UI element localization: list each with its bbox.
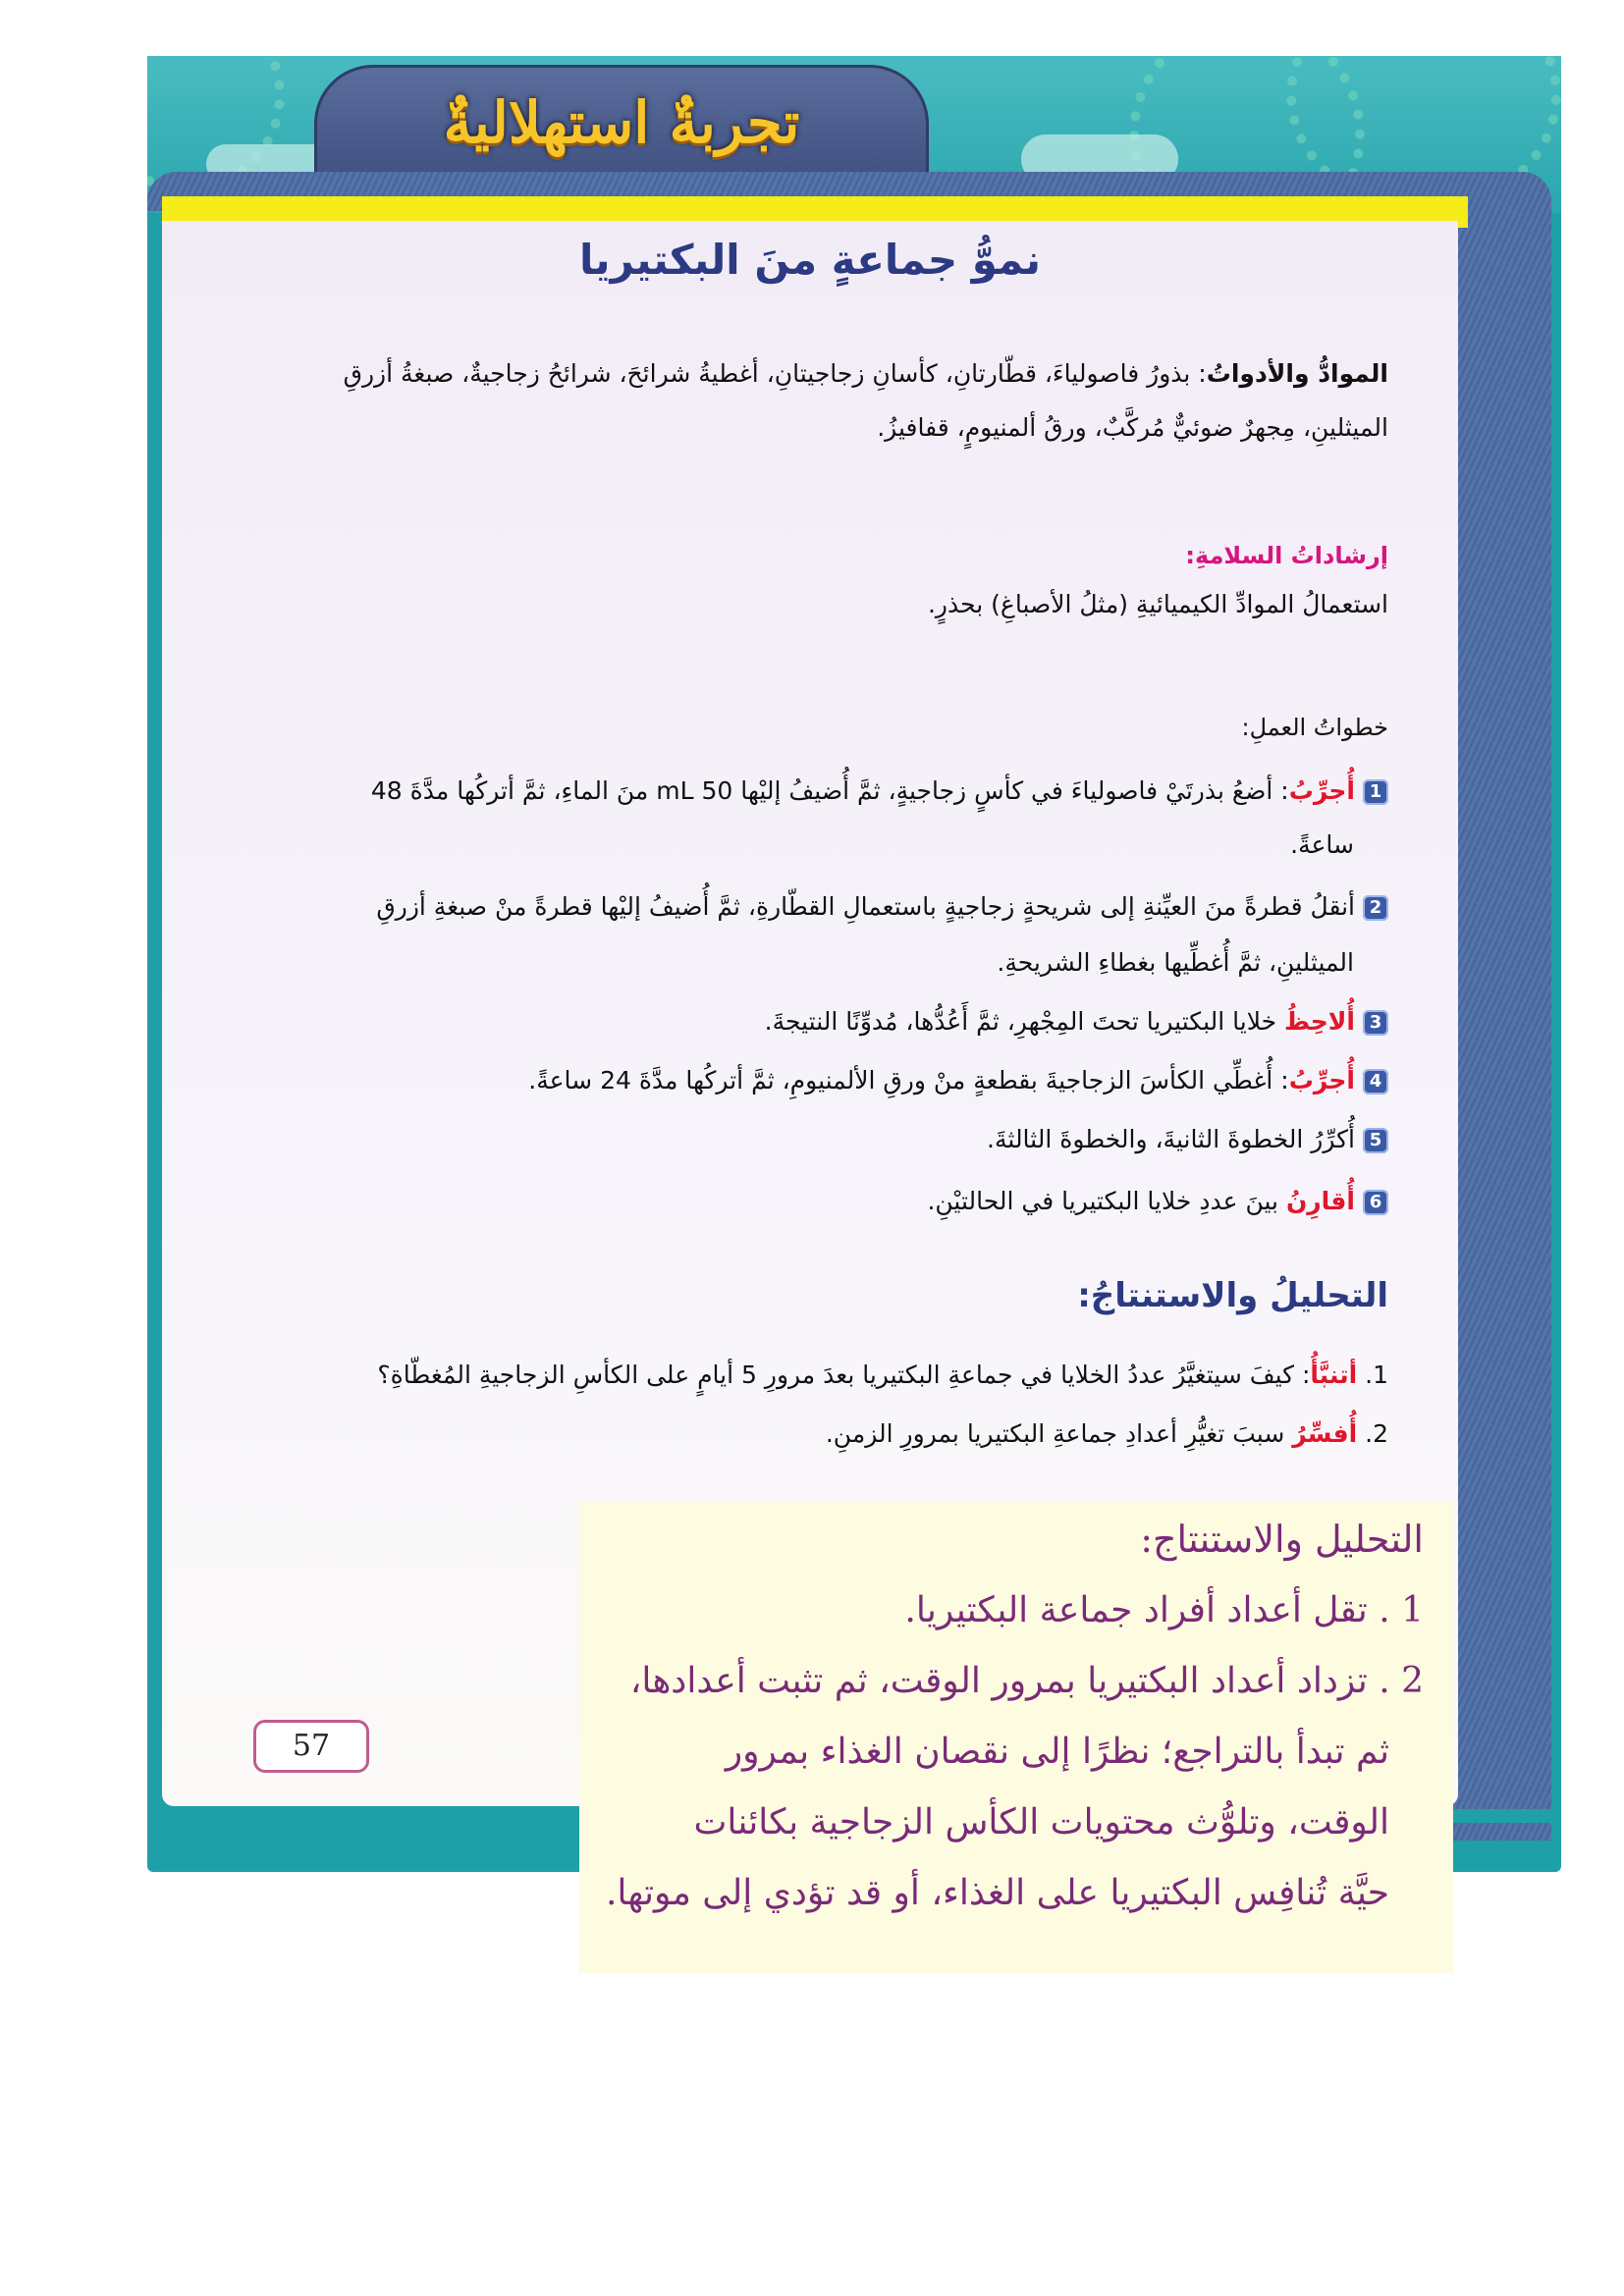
question-text: : كيفَ سيتغيَّرُ عددُ الخلايا في جماعةِ البكتيريا بعدَ مرورِ 5 أيامٍ على الكأسِ الزجاجيةِ المُغطّاةِ؟ [377,1361,1311,1389]
question-text: سببَ تغيُّرِ أعدادِ جماعةِ البكتيريا بمرورِ الزمنِ. [825,1419,1293,1448]
step-1-line-1 [181,766,1388,817]
question-number: 2. [1357,1419,1388,1448]
answer-heading: التحليل والاستنتاج: [1140,1518,1424,1561]
step-2-line-1 [181,881,1388,933]
experiment-tab [314,65,929,186]
step-number-2: 2 [1363,895,1388,921]
question-number: 1. [1357,1361,1388,1389]
materials-line-1 [190,348,1388,400]
step-verb: أُجرِّبُ [1288,1066,1355,1095]
answer-2-line-2: ثم تبدأ بالتراجع؛ نظرًا إلى نقصان الغذاء بمرور [725,1732,1389,1772]
denim-border-side [1453,172,1551,1841]
materials-text: : بذورُ فاصولياءَ، قطّارتانِ، كأسانِ زجاجيتانِ، أغطيةُ شرائحَ، شرائحُ زجاجيةٌ، صبغةُ أزرقِ [343,359,1207,388]
steps-label: خطواتُ العملِ: [1241,714,1388,741]
question-verb: أتنبَّأُ [1310,1361,1358,1389]
page-number: 57 [253,1720,369,1773]
step-number-6: 6 [1363,1190,1388,1215]
step-verb: أُجرِّبُ [1288,776,1355,805]
step-1-line-2: ساعةً. [1290,830,1354,859]
safety-text: استعمالُ الموادِّ الكيميائيةِ (مثلُ الأصباغِ) بحذرٍ. [927,590,1388,618]
step-3 [181,996,1388,1047]
experiment-type-title: تجربةٌ استهلاليةٌ [443,89,800,156]
step-2-line-2: الميثلينِ، ثمَّ أُغطِّيها بغطاءِ الشريحةِ. [997,948,1354,977]
analysis-heading: التحليلُ والاستنتاجُ: [1077,1276,1388,1315]
step-text: : أُغطِّي الكأسَ الزجاجيةَ بقطعةٍ منْ ورقِ الألمنيومِ، ثمَّ أتركُها مدَّةَ 24 ساعةً. [528,1066,1289,1095]
step-number-4: 4 [1363,1069,1388,1095]
step-text: بينَ عددِ خلايا البكتيريا في الحالتيْنِ. [927,1187,1286,1215]
step-text: أُكرِّرُ الخطوةَ الثانيةَ، والخطوةَ الثالثةَ. [987,1125,1355,1153]
answer-box [579,1502,1453,1973]
step-text: خلايا البكتيريا تحتَ المِجْهرِ، ثمَّ أَعُدُّها، مُدوِّنًا النتيجةَ. [764,1007,1285,1036]
lesson-title: نموُّ جماعةٍ منَ البكتيريا [579,236,1041,284]
step-number-5: 5 [1363,1128,1388,1153]
answer-2-line-4: حيَّة تُنافِس البكتيريا على الغذاء، أو قد تؤدي إلى موتها. [605,1873,1389,1913]
step-5 [181,1114,1388,1165]
answer-1: 1 . تقل أعداد أفراد جماعة البكتيريا. [904,1590,1424,1630]
step-verb: أُلاحِظُ [1284,1007,1355,1036]
question-verb: أُفسِّرُ [1292,1419,1358,1448]
materials-label: الموادُّ والأدواتُ [1206,359,1388,388]
answer-2-line-1: 2 . تزداد أعداد البكتيريا بمرور الوقت، ثم تثبت أعدادها، [629,1661,1424,1701]
step-text: أنقلُ قطرةً منَ العيِّنةِ إلى شريحةٍ زجاجيةٍ باستعمالِ القطّارةِ، ثمَّ أُضيفُ إليْها قطرةً منْ صبغةِ أزرقِ [376,892,1355,921]
step-number-3: 3 [1363,1010,1388,1036]
analysis-question-2 [171,1409,1388,1460]
step-text: : أضعُ بذرتَيْ فاصولياءَ في كأسٍ زجاجيةٍ، ثمَّ أُضيفُ إليْها 50 mL منَ الماءِ، ثمَّ أتركُها مدَّةَ 48 [370,776,1289,805]
answer-2-line-3: الوقت، وتلوُّث محتويات الكأس الزجاجية بكائنات [693,1802,1389,1842]
safety-label: إرشاداتُ السلامةِ: [1185,542,1388,569]
analysis-question-1 [171,1350,1388,1401]
step-6 [181,1176,1388,1227]
step-verb: أُقارِنُ [1285,1187,1355,1215]
step-number-1: 1 [1363,779,1388,805]
materials-line-2: الميثلينِ، مِجهرٌ ضوئيٌّ مُركَّبٌ، ورقُ ألمنيومٍ، قفافيزُ. [877,413,1388,442]
step-4 [181,1055,1388,1106]
